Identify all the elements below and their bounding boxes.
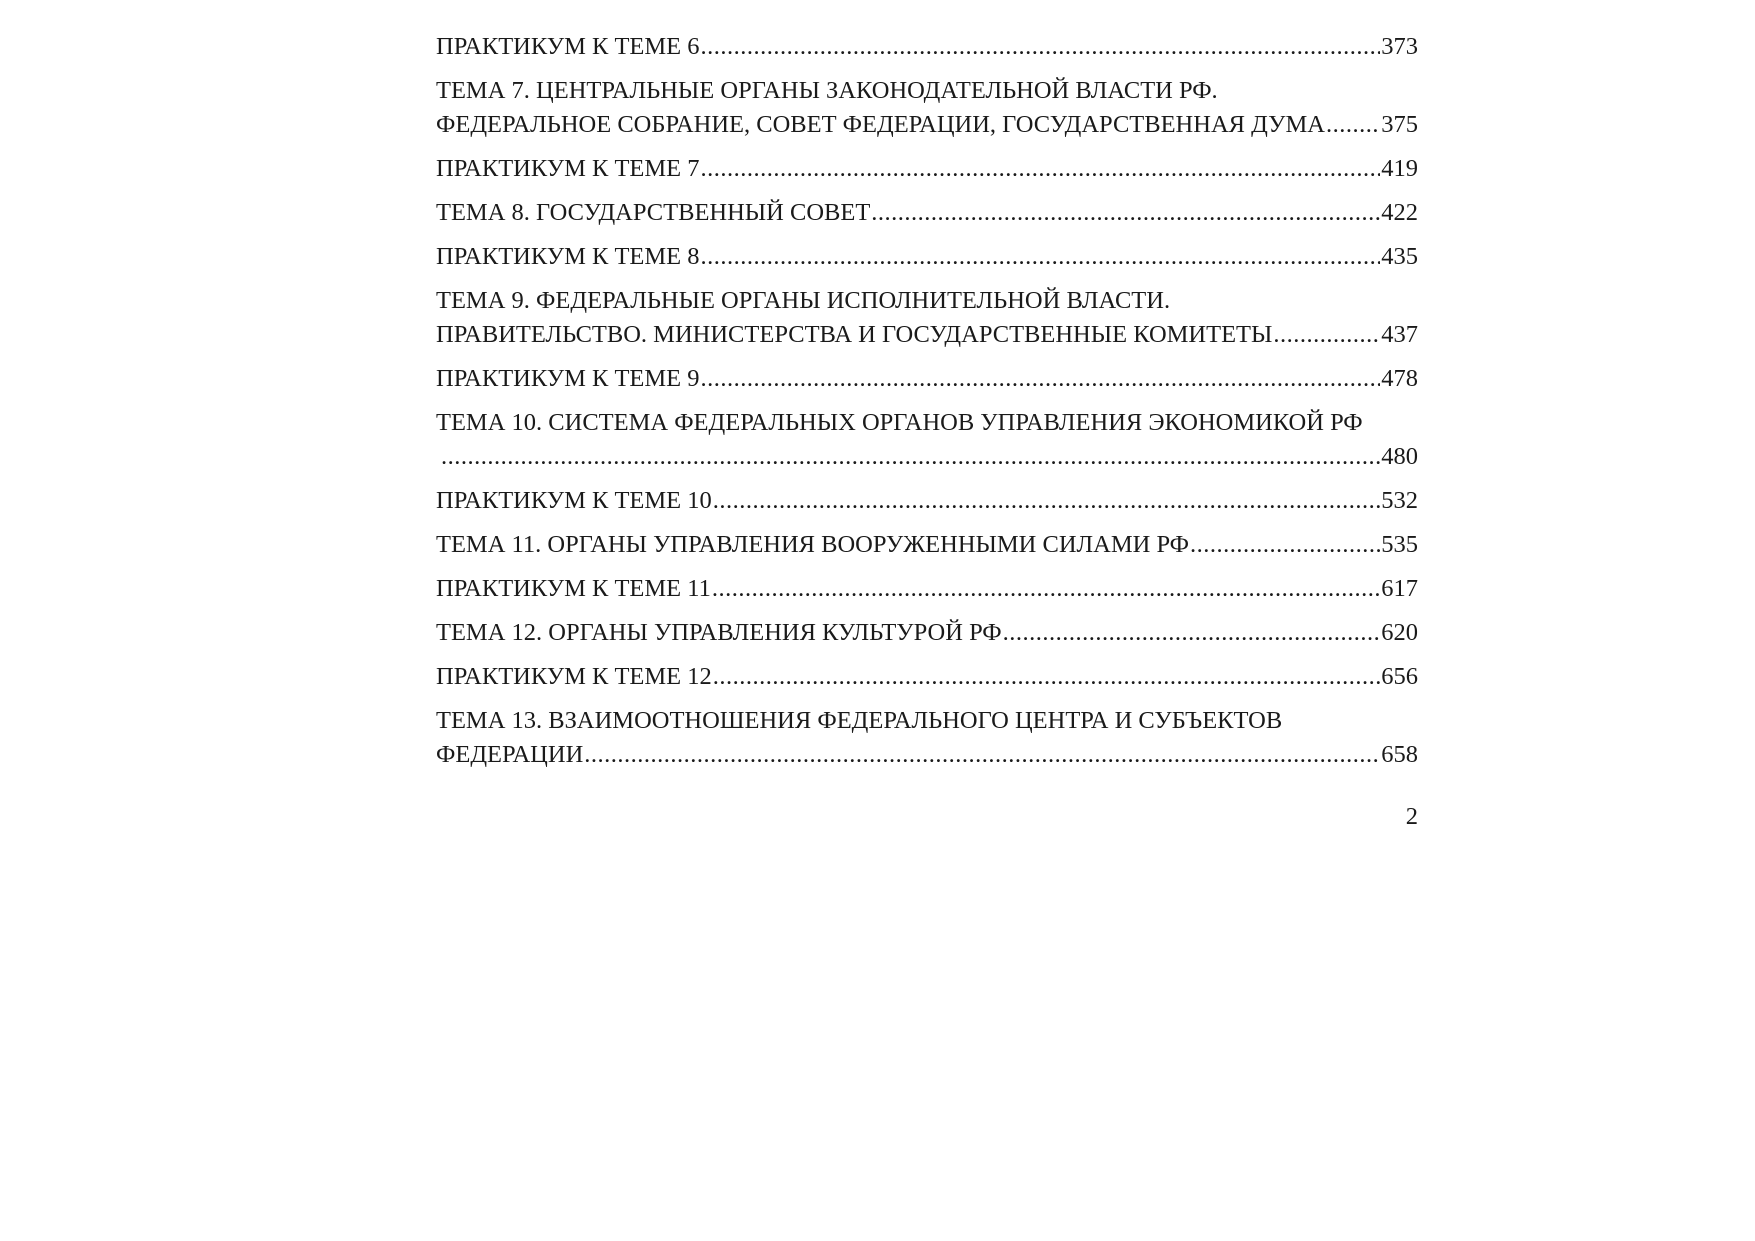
dot-leader — [871, 196, 1380, 230]
toc-entry-title: ТЕМА 8. ГОСУДАРСТВЕННЫЙ СОВЕТ — [436, 199, 871, 226]
toc-entry-page: 620 — [1381, 619, 1418, 646]
toc-entry-theme-9[interactable] — [436, 284, 1418, 352]
toc-entry-page: 535 — [1381, 531, 1418, 558]
toc-entry-title: ПРАКТИКУМ К ТЕМЕ 12 — [436, 663, 712, 690]
toc-entry-theme-12[interactable] — [436, 616, 1418, 650]
toc-entry-practicum-9[interactable] — [436, 362, 1418, 396]
dot-leader — [713, 484, 1380, 518]
toc-entry-heading: ТЕМА 9. ФЕДЕРАЛЬНЫЕ ОРГАНЫ ИСПОЛНИТЕЛЬНОЙ ВЛАСТИ. — [436, 287, 1171, 314]
toc-entry-title: ПРАКТИКУМ К ТЕМЕ 11 — [436, 575, 711, 602]
toc-entry-practicum-7[interactable] — [436, 152, 1418, 186]
toc-entry-title: ПРАКТИКУМ К ТЕМЕ 6 — [436, 33, 700, 60]
dot-leader — [701, 30, 1381, 64]
toc-entry-heading: ТЕМА 13. ВЗАИМООТНОШЕНИЯ ФЕДЕРАЛЬНОГО ЦЕНТРА И СУБЪЕКТОВ — [436, 707, 1283, 734]
toc-entry-title: ПРАКТИКУМ К ТЕМЕ 9 — [436, 365, 700, 392]
toc-entry-page: 658 — [1381, 741, 1418, 768]
dot-leader — [441, 440, 1380, 474]
toc-entry-page: 532 — [1381, 487, 1418, 514]
toc-entry-practicum-10[interactable] — [436, 484, 1418, 518]
toc-entry-title: ПРАВИТЕЛЬСТВО. МИНИСТЕРСТВА И ГОСУДАРСТВЕННЫЕ КОМИТЕТЫ — [436, 321, 1273, 348]
toc-entry-title: ТЕМА 12. ОРГАНЫ УПРАВЛЕНИЯ КУЛЬТУРОЙ РФ — [436, 619, 1002, 646]
toc-entry-page: 617 — [1381, 575, 1418, 602]
toc-entry-title: ФЕДЕРАЛЬНОЕ СОБРАНИЕ, СОВЕТ ФЕДЕРАЦИИ, ГОСУДАРСТВЕННАЯ ДУМА — [436, 111, 1325, 138]
dot-leader — [713, 660, 1380, 694]
dot-leader — [584, 738, 1380, 772]
dot-leader — [1190, 528, 1380, 562]
toc-entry-title: ПРАКТИКУМ К ТЕМЕ 8 — [436, 243, 700, 270]
dot-leader — [701, 152, 1381, 186]
toc-entry-page: 373 — [1381, 33, 1418, 60]
toc-entry-title: ФЕДЕРАЦИИ — [436, 741, 584, 768]
toc-entry-theme-11[interactable] — [436, 528, 1418, 562]
toc-entry-page: 437 — [1381, 321, 1418, 348]
dot-leader — [701, 240, 1381, 274]
toc-entry-page: 422 — [1381, 199, 1418, 226]
toc-entry-title: ПРАКТИКУМ К ТЕМЕ 7 — [436, 155, 700, 182]
dot-leader — [701, 362, 1381, 396]
toc-entry-theme-10[interactable] — [436, 406, 1418, 474]
toc-entry-title: ПРАКТИКУМ К ТЕМЕ 10 — [436, 487, 712, 514]
toc-entry-page: 435 — [1381, 243, 1418, 270]
dot-leader — [1326, 108, 1380, 142]
toc-entry-page: 375 — [1381, 111, 1418, 138]
dot-leader — [712, 572, 1380, 606]
toc-entry-page: 480 — [1381, 443, 1418, 470]
dot-leader — [1273, 318, 1380, 352]
toc-entry-title: ТЕМА 11. ОРГАНЫ УПРАВЛЕНИЯ ВООРУЖЕННЫМИ СИЛАМИ РФ — [436, 531, 1190, 558]
toc-entry-theme-13[interactable] — [436, 704, 1418, 772]
dot-leader — [1003, 616, 1381, 650]
toc-entry-heading: ТЕМА 10. СИСТЕМА ФЕДЕРАЛЬНЫХ ОРГАНОВ УПРАВЛЕНИЯ ЭКОНОМИКОЙ РФ — [436, 409, 1363, 436]
toc-entry-theme-7[interactable] — [436, 74, 1418, 142]
toc-entry-page: 656 — [1381, 663, 1418, 690]
toc-entry-practicum-11[interactable] — [436, 572, 1418, 606]
toc-entry-theme-8[interactable] — [436, 196, 1418, 230]
toc-entry-practicum-12[interactable] — [436, 660, 1418, 694]
toc-entry-page: 419 — [1381, 155, 1418, 182]
toc-entry-practicum-8[interactable] — [436, 240, 1418, 274]
page-number: 2 — [1405, 803, 1418, 830]
toc-entry-page: 478 — [1381, 365, 1418, 392]
table-of-contents — [436, 30, 1418, 782]
toc-entry-practicum-6[interactable] — [436, 30, 1418, 64]
toc-entry-heading: ТЕМА 7. ЦЕНТРАЛЬНЫЕ ОРГАНЫ ЗАКОНОДАТЕЛЬНОЙ ВЛАСТИ РФ. — [436, 77, 1218, 104]
